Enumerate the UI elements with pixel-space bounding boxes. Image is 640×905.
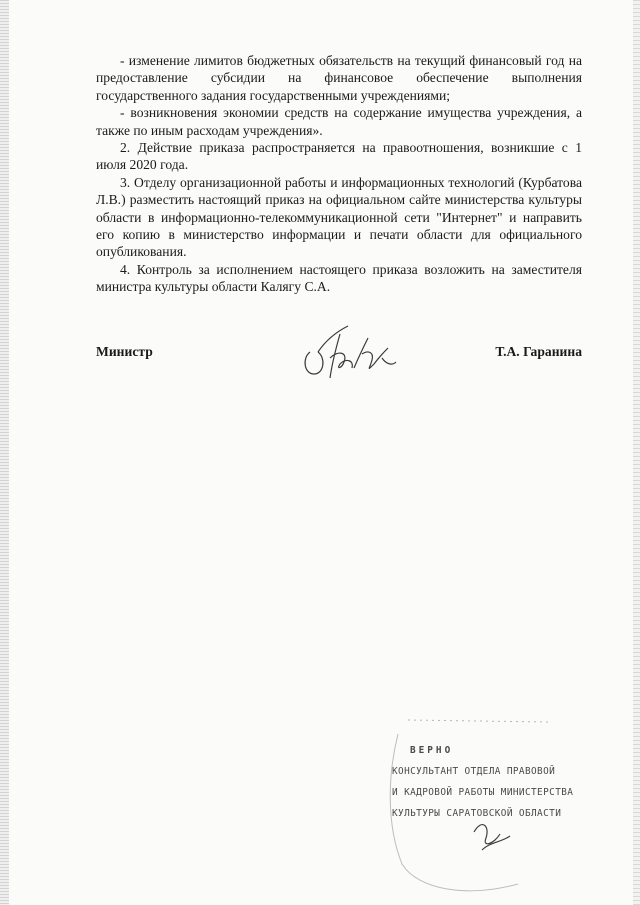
paragraph-budget-limits: - изменение лимитов бюджетных обязательств на текущий финансовый год на предоставление субсидии на финансовое обеспечение выполнения государственного задания государственными учреждениями; xyxy=(96,53,582,103)
stamp-heading: ВЕРНО xyxy=(410,745,454,756)
scan-edge-right xyxy=(633,0,640,905)
paragraph-publication: 3. Отделу организационной работы и информационных технологий (Курбатова Л.В.) разместить настоящий приказ на официальном сайте министерства культуры области в информационно-телекоммуникационной сети "Интернет" и направить его копию в министерство информации и печати области для официального опубликования. xyxy=(96,174,582,260)
paragraph-effective-date: 2. Действие приказа распространяется на правоотношения, возникшие с 1 июля 2020 года. xyxy=(96,140,582,173)
paragraph-savings: - возникновения экономии средств на содержание имущества учреждения, а также по иным расходам учреждения». xyxy=(96,105,582,138)
scan-edge-left xyxy=(0,0,9,905)
signatory-title: Министр xyxy=(96,344,153,359)
handwritten-signature xyxy=(296,318,404,388)
document-body xyxy=(96,52,582,296)
paragraph-control: 4. Контроль за исполнением настоящего приказа возложить на заместителя министра культуры области Калягу С.А. xyxy=(96,261,582,295)
signatory-name: Т.А. Гаранина xyxy=(495,344,582,359)
stamp-text xyxy=(392,740,574,824)
stamp-line: КУЛЬТУРЫ САРАТОВСКОЙ ОБЛАСТИ xyxy=(392,808,562,819)
stamp-line: КОНСУЛЬТАНТ ОТДЕЛА ПРАВОВОЙ xyxy=(392,766,556,777)
stamp-line: И КАДРОВОЙ РАБОТЫ МИНИСТЕРСТВА xyxy=(392,787,574,798)
